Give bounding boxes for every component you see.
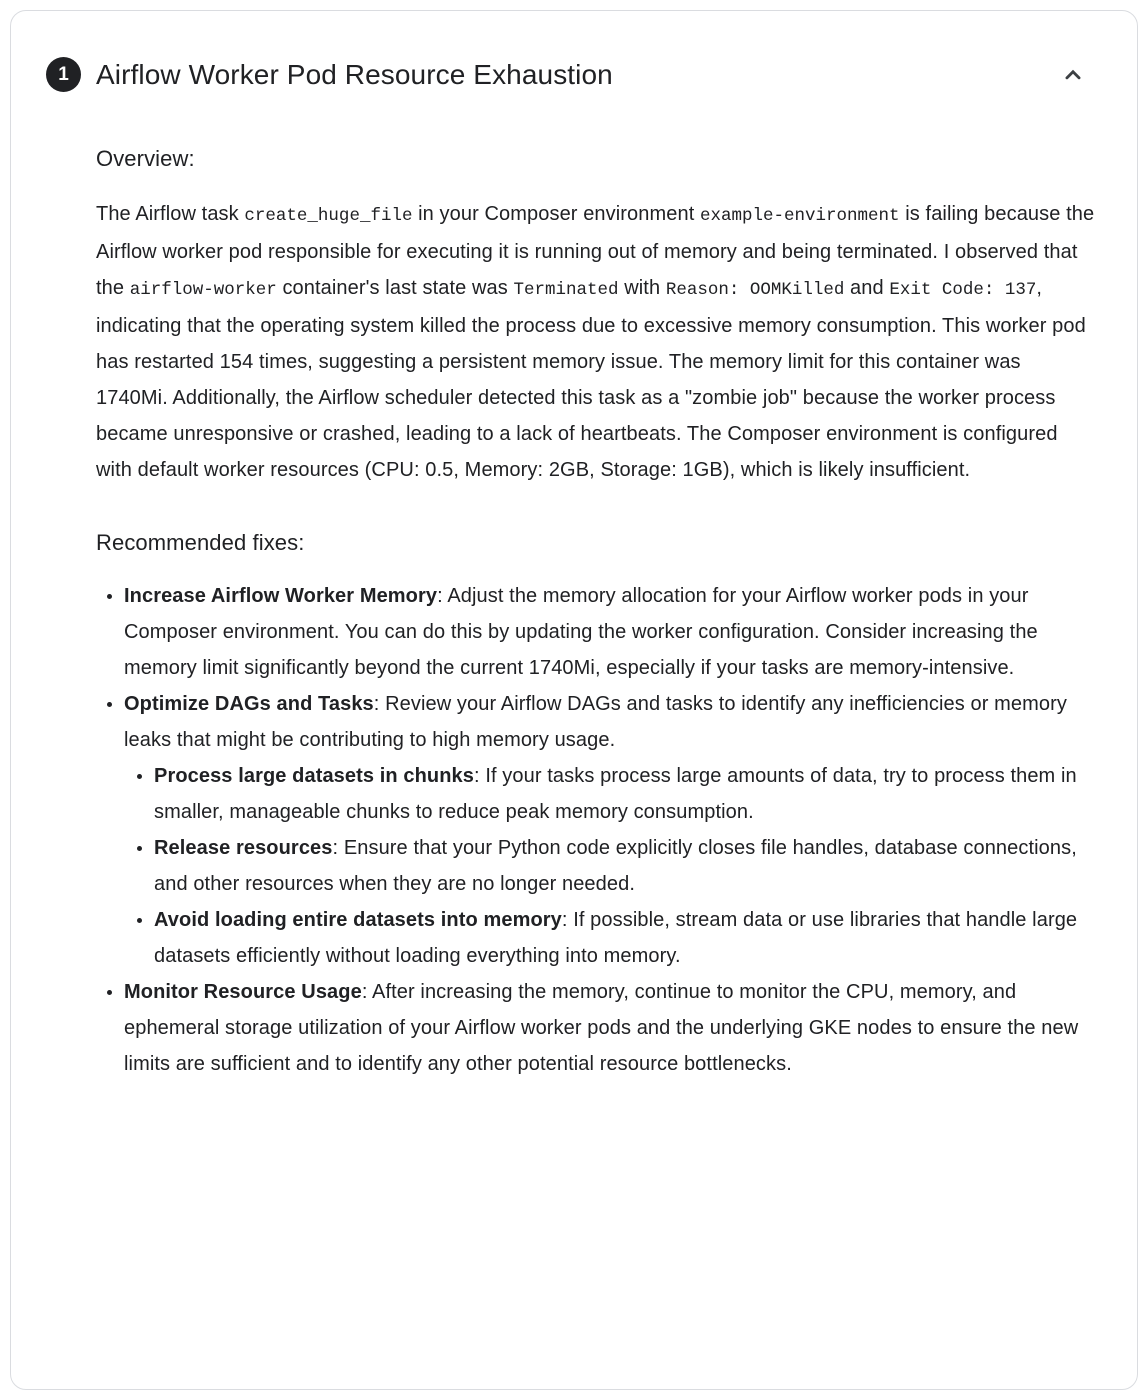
finding-number-badge [46, 57, 81, 92]
list-item [124, 686, 1097, 974]
list-item-text: Avoid loading entire datasets into memory: If possible, stream data or use libraries that handle large datasets efficiently without loading everything into memory. [154, 909, 1078, 967]
finding-body [11, 146, 1137, 1162]
chevron-up-icon [1060, 62, 1086, 88]
list-item-text: Increase Airflow Worker Memory: Adjust the memory allocation for your Airflow worker pods in your Composer environment. You can do this by updating the worker configuration. Consider increasing the memory limit significantly beyond the current 1740Mi, especially if your tasks are memory-intensive. [124, 585, 1038, 679]
overview-paragraph: The Airflow task create_huge_file in your Composer environment example-environment is failing because the Airflow worker pod responsible for executing it is running out of memory and being terminated. I observed that the airflow-worker container's last state was Terminated with Reason: OOMKilled and Exit Code: 137, indicating that the operating system killed the process due to excessive memory consumption. This worker pod has restarted 154 times, suggesting a persistent memory issue. The memory limit for this container was 1740Mi. Additionally, the Airflow scheduler detected this task as a "zombie job" because the worker process became unresponsive or crashed, leading to a lack of heartbeats. The Composer environment is configured with default worker resources (CPU: 0.5, Memory: 2GB, Storage: 1GB), which is likely insufficient. [96, 203, 1095, 481]
finding-number: 1 [58, 64, 69, 85]
finding-header[interactable] [11, 11, 1137, 92]
list-item-text: Monitor Resource Usage: After increasing the memory, continue to monitor the CPU, memory, and ephemeral storage utilization of your Airflow worker pods and the underlying GKE nodes to ensure the new limits are sufficient and to identify any other potential resource bottlenecks. [124, 981, 1079, 1075]
list-item [124, 578, 1097, 686]
collapse-button[interactable] [1059, 61, 1087, 89]
list-item-text: Process large datasets in chunks: If your tasks process large amounts of data, try to process them in smaller, manageable chunks to reduce peak memory consumption. [154, 765, 1077, 823]
list-item-text: Release resources: Ensure that your Python code explicitly closes file handles, database connections, and other resources when they are no longer needed. [154, 837, 1077, 895]
fixes-list [96, 578, 1097, 1082]
finding-title: Airflow Worker Pod Resource Exhaustion [96, 58, 613, 90]
list-item [124, 974, 1097, 1082]
finding-card [10, 10, 1138, 1390]
list-item-text: Optimize DAGs and Tasks: Review your Airflow DAGs and tasks to identify any inefficiencies or memory leaks that might be contributing to high memory usage. [124, 693, 1067, 751]
sub-list-item [154, 902, 1097, 974]
overview-heading: Overview: [96, 146, 195, 171]
fixes-heading: Recommended fixes: [96, 530, 305, 555]
sub-list-item [154, 830, 1097, 902]
sub-list-item [154, 758, 1097, 830]
fixes-sublist [124, 758, 1097, 974]
